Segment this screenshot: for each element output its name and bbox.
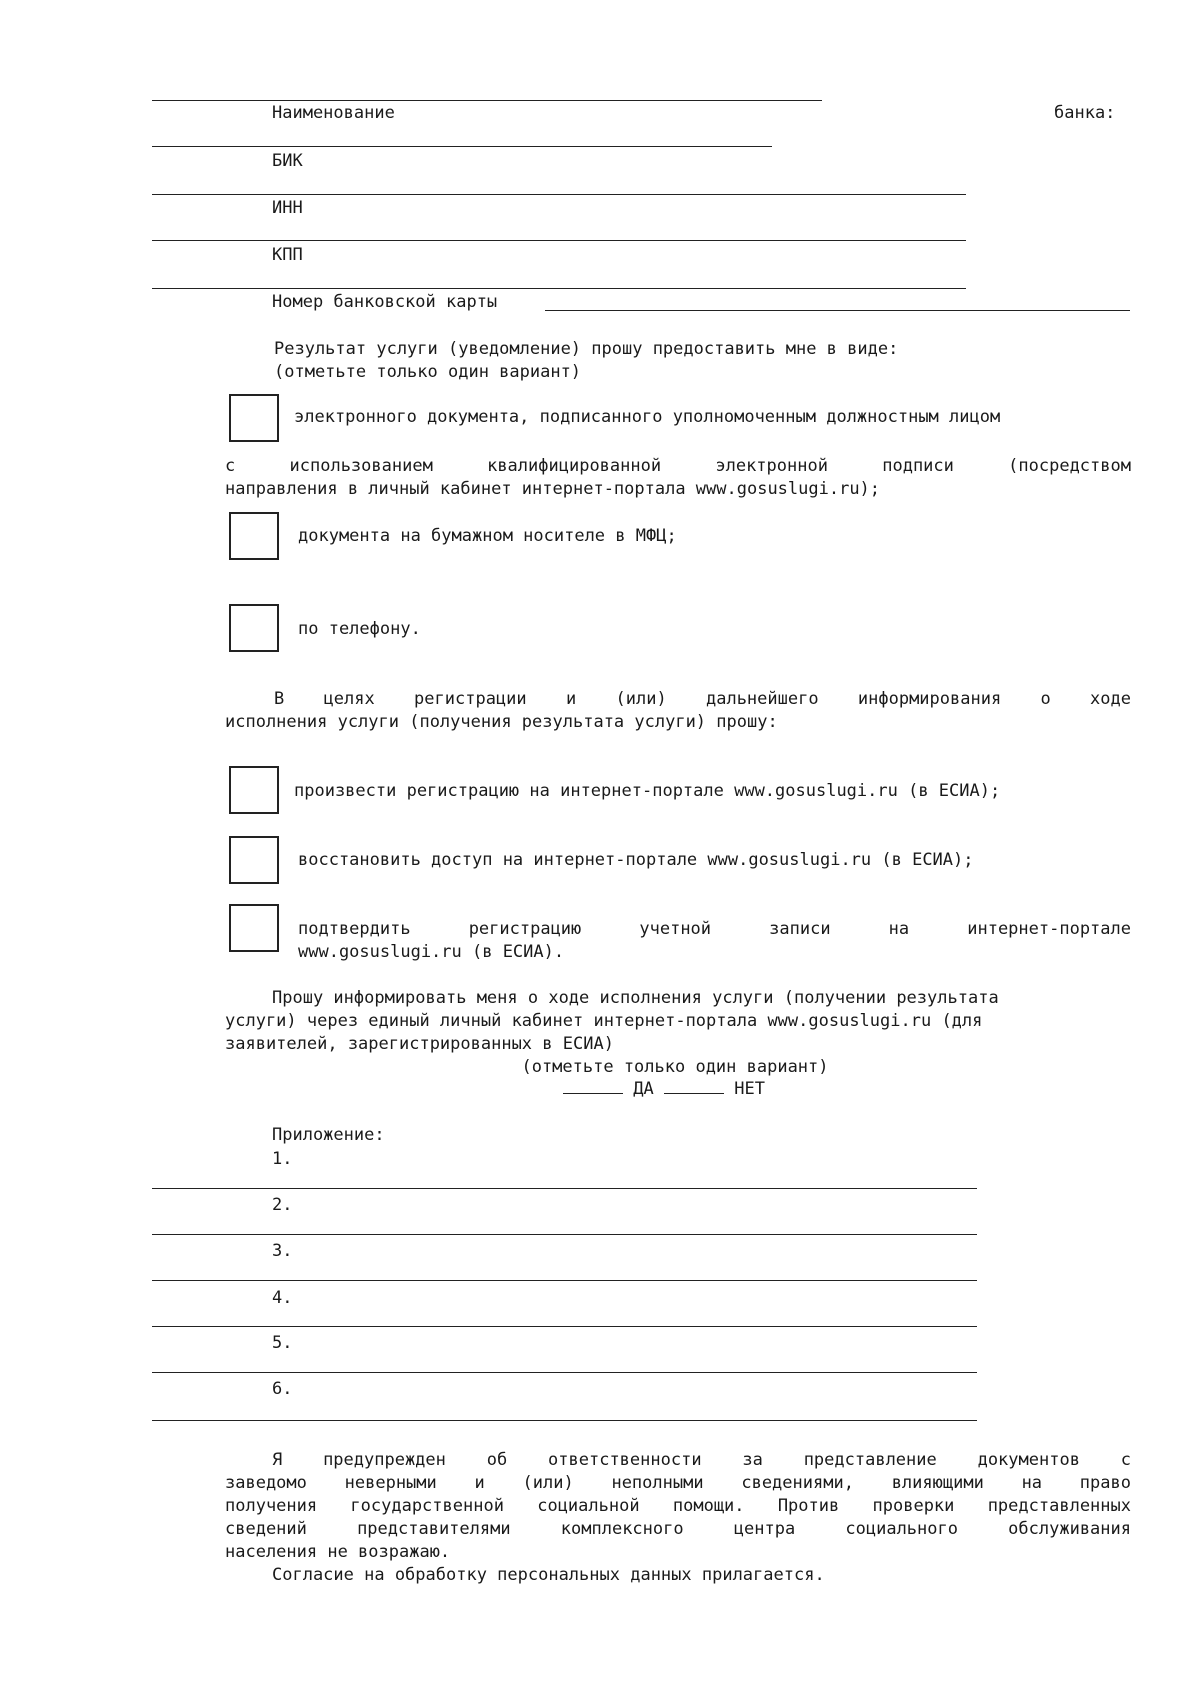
option-electronic-document-line1: электронного документа, подписанного уполномоченным должностным лицом — [294, 407, 1001, 427]
yes-no-row — [563, 1078, 765, 1100]
inform-line2: услуги) через единый личный кабинет интернет-портала www.gosuslugi.ru (для — [225, 1011, 983, 1031]
attachment-line-5[interactable] — [152, 1372, 977, 1373]
attachment-line-2[interactable] — [152, 1234, 977, 1235]
result-intro-note: (отметьте только один вариант) — [274, 362, 582, 382]
attachment-item-3: 3. — [272, 1241, 293, 1261]
registration-intro-line1: В целях регистрации и (или) дальнейшего информирования о ходе — [274, 689, 1131, 709]
attachments-title: Приложение: — [272, 1125, 385, 1145]
card-field-line[interactable] — [545, 310, 1130, 311]
checkbox-paper-document[interactable] — [229, 512, 279, 560]
checkbox-confirm-registration[interactable] — [229, 904, 279, 952]
attachment-line-1[interactable] — [152, 1188, 977, 1189]
warning-line4: сведений представителями комплексного центра социального обслуживания — [225, 1519, 1131, 1539]
attachment-line-6[interactable] — [152, 1420, 977, 1421]
result-intro: Результат услуги (уведомление) прошу предоставить мне в виде: — [274, 339, 899, 359]
attachment-item-4: 4. — [272, 1288, 293, 1308]
checkbox-register[interactable] — [229, 766, 279, 814]
inform-note: (отметьте только один вариант) — [521, 1057, 829, 1077]
attachment-item-1: 1. — [272, 1149, 293, 1169]
bik-field-line[interactable] — [152, 194, 966, 195]
option-confirm-registration-line1: подтвердить регистрацию учетной записи на интернет-портале — [298, 919, 1131, 939]
card-label: Номер банковской карты — [272, 292, 498, 312]
inform-line3: заявителей, зарегистрированных в ЕСИА) — [225, 1034, 614, 1054]
checkbox-by-phone[interactable] — [229, 604, 279, 652]
yes-blank[interactable] — [563, 1079, 623, 1094]
yes-label: ДА — [633, 1079, 654, 1099]
option-register: произвести регистрацию на интернет-портале www.gosuslugi.ru (в ЕСИА); — [294, 781, 1001, 801]
option-electronic-document-line2: с использованием квалифицированной электронной подписи (посредством — [225, 456, 1131, 476]
no-blank[interactable] — [664, 1079, 724, 1094]
attachment-item-2: 2. — [272, 1195, 293, 1215]
attachment-line-4[interactable] — [152, 1326, 977, 1327]
name-top-line — [152, 100, 822, 101]
warning-line1: Я предупрежден об ответственности за представление документов с — [272, 1450, 1131, 1470]
kpp-label: КПП — [272, 245, 303, 265]
kpp-field-line[interactable] — [152, 288, 966, 289]
warning-line2: заведомо неверными и (или) неполными сведениями, влияющими на право — [225, 1473, 1131, 1493]
bank-label: банка: — [1054, 103, 1116, 123]
name-field-line[interactable] — [152, 146, 772, 147]
option-restore-access: восстановить доступ на интернет-портале www.gosuslugi.ru (в ЕСИА); — [298, 850, 974, 870]
attachment-item-5: 5. — [272, 1333, 293, 1353]
attachment-line-3[interactable] — [152, 1280, 977, 1281]
checkbox-restore-access[interactable] — [229, 836, 279, 884]
checkbox-electronic-document[interactable] — [229, 394, 279, 442]
warning-line3: получения государственной социальной помощи. Против проверки представленных — [225, 1496, 1131, 1516]
bank-name-label: Наименование — [272, 103, 395, 123]
option-by-phone: по телефону. — [298, 619, 421, 639]
inform-line1: Прошу информировать меня о ходе исполнения услуги (получении результата — [272, 988, 999, 1008]
option-paper-document: документа на бумажном носителе в МФЦ; — [298, 526, 677, 546]
option-electronic-document-line3: направления в личный кабинет интернет-портала www.gosuslugi.ru); — [225, 479, 881, 499]
option-confirm-registration-line2: www.gosuslugi.ru (в ЕСИА). — [298, 942, 565, 962]
inn-field-line[interactable] — [152, 240, 966, 241]
registration-intro-line2: исполнения услуги (получения результата услуги) прошу: — [225, 712, 778, 732]
no-label: НЕТ — [734, 1079, 765, 1099]
attachment-item-6: 6. — [272, 1379, 293, 1399]
warning-line5: населения не возражаю. — [225, 1542, 451, 1562]
bik-label: БИК — [272, 151, 303, 171]
inn-label: ИНН — [272, 198, 303, 218]
consent-line: Согласие на обработку персональных данных прилагается. — [272, 1565, 825, 1585]
